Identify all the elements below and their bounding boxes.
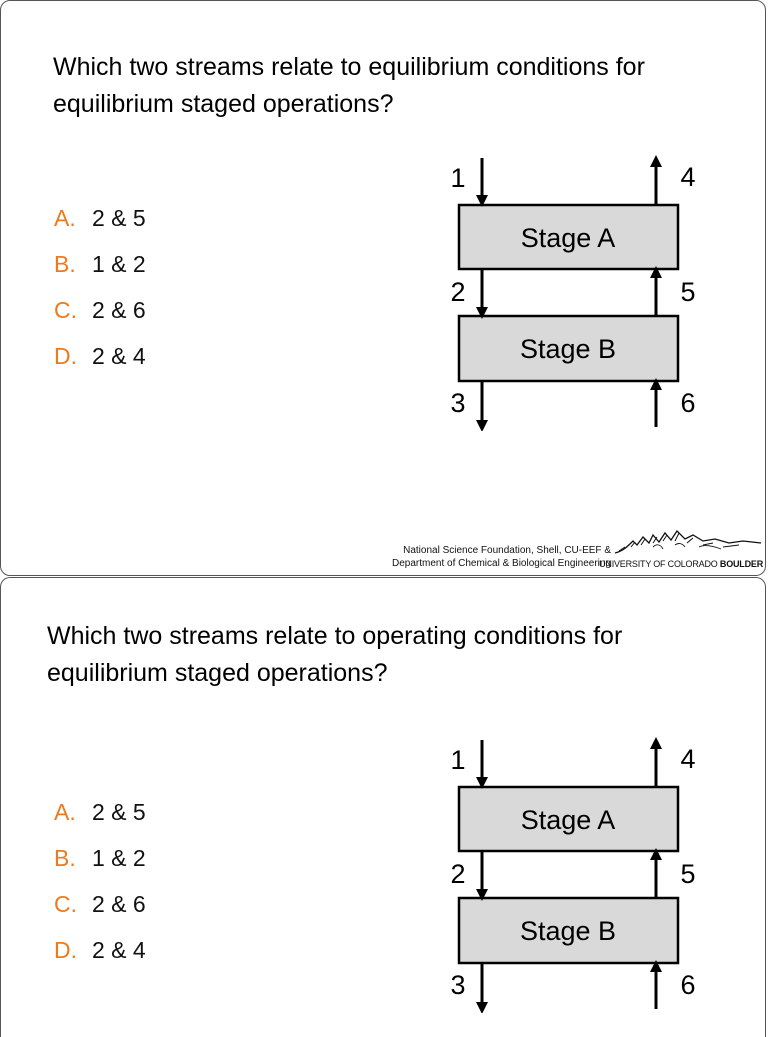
answer-options (54, 200, 146, 384)
option-text: 2 & 4 (92, 343, 146, 369)
option-letter: C. (54, 297, 77, 323)
footer-sponsors: National Science Foundation, Shell, CU-EEF & (403, 545, 611, 556)
stream-5-label: 5 (680, 277, 696, 307)
stream-5-label: 5 (680, 859, 696, 889)
stream-6-label: 6 (680, 970, 696, 1000)
university-campus: BOULDER (719, 559, 763, 569)
slide-operating-conditions (0, 577, 766, 1037)
option-letter: D. (54, 343, 77, 369)
option-c[interactable] (54, 886, 146, 932)
option-letter: D. (54, 937, 77, 963)
footer-department: Department of Chemical & Biological Engineering (391, 558, 611, 569)
option-a[interactable] (54, 794, 146, 840)
stage-a-label: Stage A (520, 223, 616, 253)
option-letter: B. (54, 845, 76, 871)
university-wordmark (599, 559, 763, 570)
option-d[interactable] (54, 338, 146, 384)
option-text: 2 & 4 (92, 937, 146, 963)
stage-b-label: Stage B (519, 916, 617, 946)
option-letter: B. (54, 251, 76, 277)
option-letter: C. (54, 891, 77, 917)
university-name: UNIVERSITY OF COLORADO (599, 559, 718, 569)
stream-1-label: 1 (450, 745, 466, 775)
stream-2-label: 2 (450, 277, 466, 307)
option-b[interactable] (54, 246, 146, 292)
option-text: 2 & 6 (92, 297, 146, 323)
stage-diagram (441, 151, 711, 431)
stream-3-label: 3 (450, 970, 466, 1000)
option-a[interactable] (54, 200, 146, 246)
stream-6-label: 6 (680, 388, 696, 418)
option-text: 1 & 2 (92, 251, 146, 277)
answer-options (54, 794, 146, 978)
option-text: 1 & 2 (92, 845, 146, 871)
option-c[interactable] (54, 292, 146, 338)
stream-2-label: 2 (450, 859, 466, 889)
question-text: Which two streams relate to equilibrium conditions for equilibrium staged operations? (53, 53, 645, 118)
stream-3-label: 3 (450, 388, 466, 418)
option-text: 2 & 6 (92, 891, 146, 917)
stream-4-label: 4 (680, 744, 696, 774)
option-text: 2 & 5 (92, 205, 146, 231)
stream-4-label: 4 (680, 162, 696, 192)
stage-b-label: Stage B (519, 334, 617, 364)
option-b[interactable] (54, 840, 146, 886)
option-letter: A. (54, 799, 76, 825)
sponsor-footer (371, 531, 766, 575)
option-d[interactable] (54, 932, 146, 978)
stream-1-label: 1 (450, 163, 466, 193)
option-text: 2 & 5 (92, 799, 146, 825)
question-text: Which two streams relate to operating conditions for equilibrium staged operations? (47, 622, 623, 687)
stage-a-label: Stage A (520, 805, 616, 835)
option-letter: A. (54, 205, 76, 231)
stage-diagram (441, 733, 711, 1013)
